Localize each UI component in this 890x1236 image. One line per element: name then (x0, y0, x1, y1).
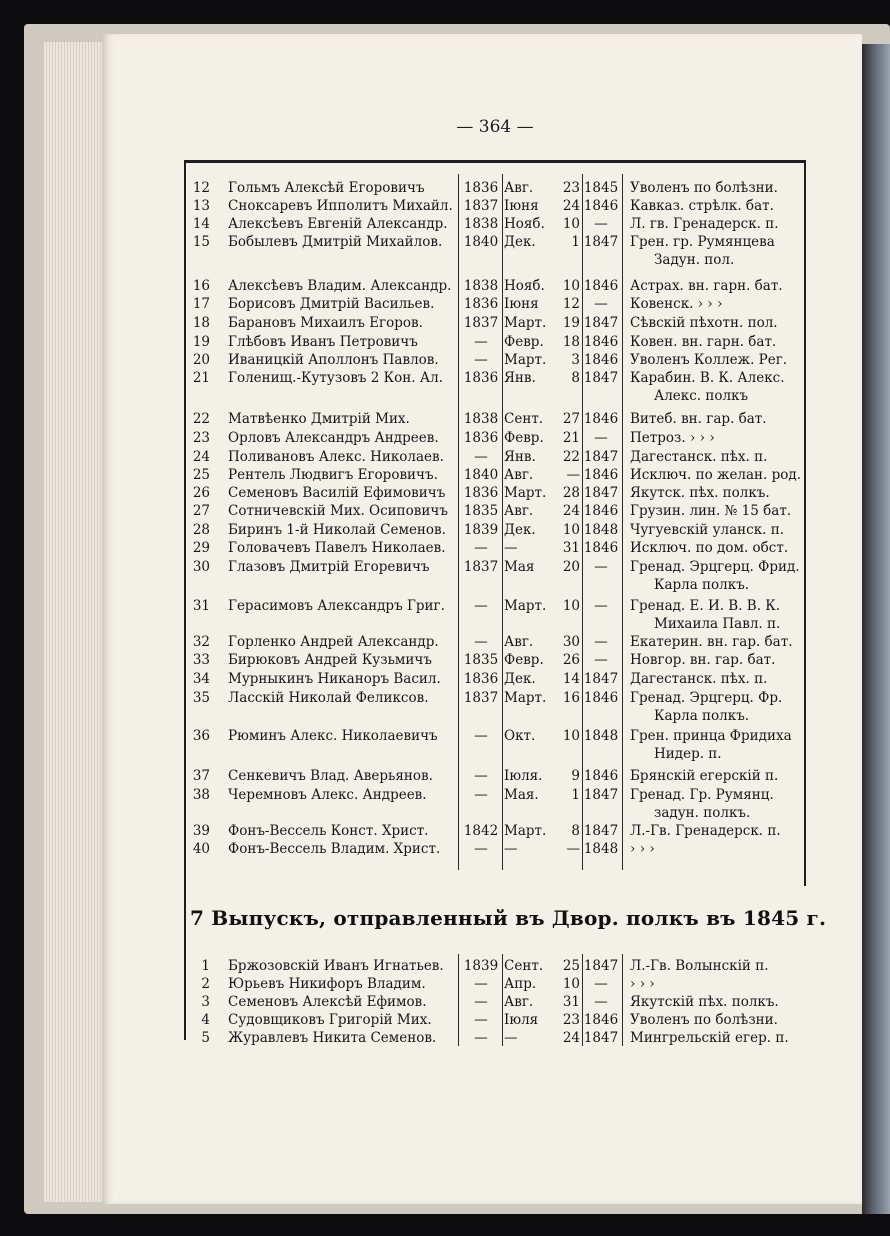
note-continuation: Нидер. п. (654, 746, 722, 762)
cell-month: — (504, 1030, 518, 1046)
table-row (184, 501, 804, 521)
cell-name: Бобылевъ Дмитрій Михайлов. (228, 234, 443, 250)
cell-day: 3 (571, 352, 580, 368)
table-top-border (184, 160, 806, 163)
table-row (184, 766, 804, 786)
cell-n: 31 (192, 598, 210, 614)
cell-day: 9 (571, 768, 580, 784)
cell-note: Якутск. пѣх. полкъ. (630, 485, 770, 501)
cell-name: Судовщиковъ Григорій Мих. (228, 1012, 432, 1028)
column-divider (622, 954, 623, 1046)
cell-exit-year: — (594, 976, 608, 992)
column-divider (582, 174, 583, 870)
cell-note: Исключ. по желан. род. (630, 467, 802, 483)
cell-month: Янв. (504, 449, 536, 465)
cell-year: 1839 (463, 522, 499, 538)
cell-day: 12 (562, 296, 580, 312)
cell-day: — (566, 841, 580, 857)
cell-month: Март. (504, 315, 547, 331)
cell-year: — (474, 334, 488, 350)
cell-exit-year: 1848 (583, 728, 619, 744)
table-row (184, 294, 804, 314)
table-row (184, 520, 804, 540)
cell-month: Февр. (504, 652, 544, 668)
table-row (184, 669, 804, 689)
cell-note: Уволенъ по болѣзни. (630, 180, 778, 196)
cell-note: Брянскій егерскій п. (630, 768, 779, 784)
cell-day: — (566, 467, 580, 483)
cell-day: 27 (562, 411, 580, 427)
table-row (184, 596, 804, 616)
cell-exit-year: 1847 (583, 449, 619, 465)
cell-year: 1836 (463, 370, 499, 386)
cell-day: 22 (562, 449, 580, 465)
cell-month: Дек. (504, 671, 536, 687)
cell-year: 1842 (463, 823, 499, 839)
cell-note: Карабин. В. К. Алекс. (630, 370, 785, 386)
cell-day: 16 (562, 690, 580, 706)
cell-day: 23 (562, 180, 580, 196)
cell-note: Гренад. Эрцгерц. Фрид. (630, 559, 800, 575)
cell-n: 21 (192, 370, 210, 386)
cell-year: — (474, 634, 488, 650)
cell-year: 1838 (463, 216, 499, 232)
cell-year: — (474, 449, 488, 465)
table-row (184, 232, 804, 252)
cell-n: 5 (201, 1030, 210, 1046)
cell-year: — (474, 994, 488, 1010)
cell-day: 24 (562, 1030, 580, 1046)
cell-name: Поливановъ Алекс. Николаев. (228, 449, 444, 465)
cell-exit-year: 1846 (583, 768, 619, 784)
cell-note: Гренад. Е. И. В. В. К. (630, 598, 781, 614)
table-row (184, 465, 804, 485)
cell-month: Дек. (504, 234, 536, 250)
cell-month: Авг. (504, 994, 534, 1010)
table-row (184, 632, 804, 652)
cell-exit-year: 1848 (583, 522, 619, 538)
cell-day: 24 (562, 198, 580, 214)
cell-year: 1836 (463, 485, 499, 501)
cell-year: 1836 (463, 671, 499, 687)
cell-note: Ковенск. › › › (630, 296, 723, 312)
cell-year: 1837 (463, 198, 499, 214)
cell-name: Семеновъ Алексѣй Ефимов. (228, 994, 427, 1010)
cell-exit-year: — (594, 216, 608, 232)
cell-n: 15 (192, 234, 210, 250)
cell-exit-year: 1846 (583, 467, 619, 483)
cell-day: 30 (562, 634, 580, 650)
cell-month: Сент. (504, 958, 544, 974)
cell-day: 14 (562, 671, 580, 687)
cell-year: 1840 (463, 234, 499, 250)
cell-name: Биринъ 1-й Николай Семенов. (228, 522, 446, 538)
cell-note: Уволенъ Коллеж. Рег. (630, 352, 788, 368)
cell-day: 1 (571, 234, 580, 250)
cell-exit-year: 1847 (583, 1030, 619, 1046)
cell-n: 14 (192, 216, 210, 232)
cell-exit-year: 1847 (583, 671, 619, 687)
table-row (184, 368, 804, 388)
cell-name: Голенищ.-Кутузовъ 2 Кон. Ал. (228, 370, 443, 386)
cell-note: Гренад. Эрцгерц. Фр. (630, 690, 783, 706)
cell-month: Мая. (504, 787, 539, 803)
cell-exit-year: 1847 (583, 370, 619, 386)
table-row (184, 538, 804, 558)
cell-note: Петроз. › › › (630, 430, 715, 446)
cell-exit-year: — (594, 994, 608, 1010)
cell-note: Л. гв. Гренадерск. п. (630, 216, 779, 232)
cell-n: 19 (192, 334, 210, 350)
column-divider (622, 174, 623, 870)
cell-exit-year: 1846 (583, 1012, 619, 1028)
cell-year: — (474, 841, 488, 857)
table-row (184, 688, 804, 708)
cell-exit-year: 1847 (583, 234, 619, 250)
cell-exit-year: — (594, 598, 608, 614)
cell-note: Якутскій пѣх. полкъ. (630, 994, 779, 1010)
section-heading: 7 Выпускъ, отправленный въ Двор. полкъ въ 1845 г. (190, 906, 827, 930)
cell-name: Фонъ-Вессель Владим. Христ. (228, 841, 441, 857)
cell-day: 10 (562, 216, 580, 232)
cell-exit-year: — (594, 430, 608, 446)
cell-name: Семеновъ Василій Ефимовичъ (228, 485, 446, 501)
table-row (184, 428, 804, 448)
cell-n: 36 (192, 728, 210, 744)
table-row (184, 214, 804, 234)
table-row (184, 196, 804, 216)
cell-exit-year: — (594, 652, 608, 668)
cell-note: Чугуевскій уланск. п. (630, 522, 785, 538)
table-row (184, 409, 804, 429)
cell-n: 2 (201, 976, 210, 992)
note-continuation: Задун. пол. (654, 252, 735, 268)
table-row (184, 956, 804, 976)
cell-exit-year: 1847 (583, 485, 619, 501)
cell-month: Іюля. (504, 768, 543, 784)
cell-day: 26 (562, 652, 580, 668)
cell-note: Новгор. вн. гар. бат. (630, 652, 776, 668)
column-divider (458, 954, 459, 1046)
cell-month: Іюня (504, 296, 539, 312)
cell-day: 19 (562, 315, 580, 331)
cell-name: Матвѣенко Дмитрій Мих. (228, 411, 410, 427)
cell-year: — (474, 598, 488, 614)
cell-year: 1837 (463, 559, 499, 575)
cell-note: Ковен. вн. гарн. бат. (630, 334, 777, 350)
cell-exit-year: 1847 (583, 823, 619, 839)
table-row (184, 839, 804, 859)
cell-month: Февр. (504, 430, 544, 446)
cell-exit-year: 1846 (583, 503, 619, 519)
cell-note: Дагестанск. пѣх. п. (630, 449, 768, 465)
cell-month: Авг. (504, 634, 534, 650)
cell-month: Нояб. (504, 216, 545, 232)
cell-exit-year: — (594, 296, 608, 312)
cell-name: Сенкевичъ Влад. Аверьянов. (228, 768, 433, 784)
cell-n: 34 (192, 671, 210, 687)
table-row (184, 178, 804, 198)
cell-n: 20 (192, 352, 210, 368)
cell-name: Рюминъ Алекс. Николаевичъ (228, 728, 438, 744)
cell-year: — (474, 1012, 488, 1028)
cell-day: 24 (562, 503, 580, 519)
cell-year: 1838 (463, 411, 499, 427)
cell-year: — (474, 352, 488, 368)
cell-year: 1840 (463, 467, 499, 483)
cell-month: Сент. (504, 411, 544, 427)
cell-year: — (474, 1030, 488, 1046)
cell-n: 16 (192, 278, 210, 294)
cell-note: Дагестанск. пѣх. п. (630, 671, 768, 687)
note-continuation: Михаила Павл. п. (654, 616, 781, 632)
cell-exit-year: 1847 (583, 958, 619, 974)
cell-n: 3 (201, 994, 210, 1010)
cell-year: — (474, 768, 488, 784)
cell-year: 1837 (463, 315, 499, 331)
cell-name: Сотничевскій Мих. Осиповичъ (228, 503, 448, 519)
cell-name: Гольмъ Алексѣй Егоровичъ (228, 180, 425, 196)
cell-note: Грен. принца Фридиха (630, 728, 792, 744)
cell-name: Головачевъ Павелъ Николаев. (228, 540, 446, 556)
cell-n: 13 (192, 198, 210, 214)
table-row (184, 447, 804, 467)
book-right-edge (862, 44, 890, 1214)
cell-name: Бржозовскій Иванъ Игнатьев. (228, 958, 444, 974)
cell-month: Март. (504, 823, 547, 839)
note-continuation: задун. полкъ. (654, 805, 751, 821)
cell-day: 21 (562, 430, 580, 446)
cell-note: Л.-Гв. Волынскій п. (630, 958, 769, 974)
cell-day: 10 (562, 728, 580, 744)
cell-note: Исключ. по дом. обст. (630, 540, 789, 556)
cell-n: 23 (192, 430, 210, 446)
cell-month: Март. (504, 690, 547, 706)
cell-year: — (474, 540, 488, 556)
cell-day: 25 (562, 958, 580, 974)
cell-month: Март. (504, 485, 547, 501)
cell-day: 8 (571, 370, 580, 386)
cell-note: Грен. гр. Румянцева (630, 234, 775, 250)
cell-month: Янв. (504, 370, 536, 386)
cell-note: Сѣвскій пѣхотн. пол. (630, 315, 778, 331)
cell-exit-year: 1846 (583, 278, 619, 294)
cell-month: Мая (504, 559, 535, 575)
cell-month: Апр. (504, 976, 537, 992)
cell-day: 31 (562, 994, 580, 1010)
cell-note: › › › (630, 841, 655, 857)
cell-name: Глазовъ Дмитрій Егоревичъ (228, 559, 430, 575)
cell-month: Авг. (504, 503, 534, 519)
cell-n: 26 (192, 485, 210, 501)
cell-n: 28 (192, 522, 210, 538)
cell-name: Сноксаревъ Ипполитъ Михайл. (228, 198, 453, 214)
table-row (184, 350, 804, 370)
cell-name: Юрьевъ Никифоръ Владим. (228, 976, 426, 992)
cell-n: 1 (201, 958, 210, 974)
cell-name: Глѣбовъ Иванъ Петровичъ (228, 334, 418, 350)
cell-n: 38 (192, 787, 210, 803)
note-continuation: Карла полкъ. (654, 577, 750, 593)
table-row (184, 557, 804, 577)
cell-exit-year: 1846 (583, 334, 619, 350)
cell-month: Іюля (504, 1012, 539, 1028)
cell-year: 1836 (463, 430, 499, 446)
cell-n: 40 (192, 841, 210, 857)
cell-note: Гренад. Гр. Румянц. (630, 787, 774, 803)
cell-day: 28 (562, 485, 580, 501)
cell-year: 1836 (463, 296, 499, 312)
table-row (184, 1010, 804, 1030)
cell-note: Л.-Гв. Гренадерск. п. (630, 823, 781, 839)
cell-exit-year: 1846 (583, 352, 619, 368)
cell-exit-year: 1845 (583, 180, 619, 196)
cell-note: Уволенъ по болѣзни. (630, 1012, 778, 1028)
cell-n: 4 (201, 1012, 210, 1028)
cell-month: Окт. (504, 728, 536, 744)
column-divider (458, 174, 459, 870)
cell-note: Астрах. вн. гарн. бат. (630, 278, 783, 294)
cell-month: — (504, 540, 518, 556)
cell-day: 10 (562, 976, 580, 992)
cell-year: — (474, 787, 488, 803)
cell-day: 10 (562, 598, 580, 614)
cell-n: 35 (192, 690, 210, 706)
cell-month: Авг. (504, 467, 534, 483)
cell-year: — (474, 976, 488, 992)
cell-month: Іюня (504, 198, 539, 214)
cell-exit-year: 1846 (583, 540, 619, 556)
cell-n: 30 (192, 559, 210, 575)
cell-day: 18 (562, 334, 580, 350)
cell-name: Иваницкій Аполлонъ Павлов. (228, 352, 439, 368)
table-row (184, 276, 804, 296)
cell-year: — (474, 728, 488, 744)
cell-n: 24 (192, 449, 210, 465)
cell-name: Журавлевъ Никита Семенов. (228, 1030, 437, 1046)
cell-exit-year: 1846 (583, 411, 619, 427)
cell-exit-year: 1847 (583, 787, 619, 803)
cell-n: 25 (192, 467, 210, 483)
table-row (184, 1028, 804, 1048)
cell-month: Февр. (504, 334, 544, 350)
note-continuation: Карла полкъ. (654, 708, 750, 724)
cell-n: 17 (192, 296, 210, 312)
table-row (184, 785, 804, 805)
cell-note: Екатерин. вн. гар. бат. (630, 634, 793, 650)
cell-year: 1839 (463, 958, 499, 974)
note-continuation: Алекс. полкъ (654, 388, 749, 404)
cell-n: 29 (192, 540, 210, 556)
cell-n: 22 (192, 411, 210, 427)
cell-month: Нояб. (504, 278, 545, 294)
cell-exit-year: — (594, 559, 608, 575)
table-row (184, 726, 804, 746)
cell-n: 27 (192, 503, 210, 519)
cell-day: 10 (562, 278, 580, 294)
table-row (184, 332, 804, 352)
cell-n: 37 (192, 768, 210, 784)
cell-name: Алексѣевъ Евгеній Александр. (228, 216, 448, 232)
cell-name: Ласскій Николай Феликсов. (228, 690, 429, 706)
table-right-border (804, 160, 806, 886)
cell-name: Рентель Людвигъ Егоровичъ. (228, 467, 438, 483)
column-divider (502, 174, 503, 870)
cell-note: Витеб. вн. гар. бат. (630, 411, 767, 427)
cell-note: › › › (630, 976, 655, 992)
cell-note: Кавказ. стрѣлк. бат. (630, 198, 774, 214)
cell-name: Мурныкинъ Никаноръ Васил. (228, 671, 441, 687)
cell-exit-year: 1847 (583, 315, 619, 331)
cell-year: 1836 (463, 180, 499, 196)
column-divider (502, 954, 503, 1046)
cell-n: 39 (192, 823, 210, 839)
table-row (184, 650, 804, 670)
table-row (184, 483, 804, 503)
cell-day: 8 (571, 823, 580, 839)
cell-year: 1838 (463, 278, 499, 294)
cell-name: Фонъ-Вессель Конст. Христ. (228, 823, 429, 839)
cell-day: 31 (562, 540, 580, 556)
cell-name: Барановъ Михаилъ Егоров. (228, 315, 423, 331)
cell-exit-year: 1846 (583, 198, 619, 214)
cell-month: — (504, 841, 518, 857)
cell-n: 32 (192, 634, 210, 650)
cell-month: Авг. (504, 180, 534, 196)
cell-note: Грузин. лин. № 15 бат. (630, 503, 792, 519)
table-row (184, 992, 804, 1012)
cell-day: 10 (562, 522, 580, 538)
cell-month: Дек. (504, 522, 536, 538)
table-row (184, 974, 804, 994)
cell-name: Борисовъ Дмитрій Васильев. (228, 296, 435, 312)
cell-exit-year: 1846 (583, 690, 619, 706)
page-number: — 364 — (456, 117, 534, 137)
cell-month: Март. (504, 352, 547, 368)
cell-name: Алексѣевъ Владим. Александр. (228, 278, 452, 294)
cell-name: Орловъ Александръ Андреев. (228, 430, 439, 446)
cell-name: Бирюковъ Андрей Кузьмичъ (228, 652, 432, 668)
table-row (184, 821, 804, 841)
cell-exit-year: — (594, 634, 608, 650)
cell-day: 23 (562, 1012, 580, 1028)
cell-name: Черемновъ Алекс. Андреев. (228, 787, 427, 803)
cell-note: Мингрельскій егер. п. (630, 1030, 789, 1046)
cell-name: Герасимовъ Александръ Григ. (228, 598, 445, 614)
column-divider (582, 954, 583, 1046)
cell-year: 1835 (463, 652, 499, 668)
cell-year: 1835 (463, 503, 499, 519)
cell-n: 18 (192, 315, 210, 331)
table-row (184, 313, 804, 333)
cell-month: Март. (504, 598, 547, 614)
cell-exit-year: 1848 (583, 841, 619, 857)
cell-day: 20 (562, 559, 580, 575)
cell-n: 12 (192, 180, 210, 196)
cell-name: Горленко Андрей Александр. (228, 634, 439, 650)
cell-year: 1837 (463, 690, 499, 706)
cell-n: 33 (192, 652, 210, 668)
cell-day: 1 (571, 787, 580, 803)
